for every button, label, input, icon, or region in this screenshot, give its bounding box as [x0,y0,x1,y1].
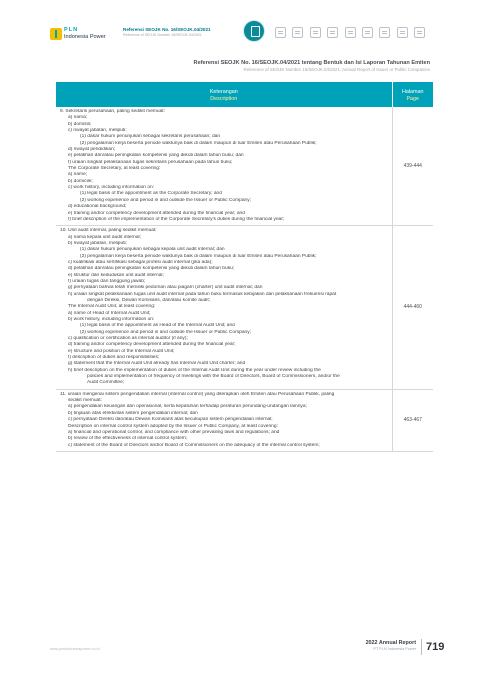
leaf-icon[interactable] [397,27,408,38]
description-line: b) tinjauan atas efektivitas sistem pengendalian internal; dan [68,410,198,416]
report-label [366,640,416,652]
header-reference [123,27,233,38]
table-body [56,107,433,451]
plant-icon[interactable] [414,27,425,38]
description-line: c) kualifikasi atau sertifikasi sebagai profesi audit internal (jika ada); [68,259,213,265]
page-header [0,0,480,56]
report-title: 2022 Annual Report [365,640,416,646]
description-line: sedikit memuat: [68,398,102,404]
description-line: 11. uraian mengenai sistem pengendalian internal (internal control) yang diterapkan oleh Emiten atau Perusahaan Publik, paling [60,391,335,397]
description-line: (1) legal basis of the appointment as Head of the Internal Audit Unit; and [80,323,235,329]
description-line: d) training and/or competency development attended during the financial year; [68,342,236,348]
page-reference-cell[interactable]: 439-444 [392,107,433,226]
description-line: dengan Direksi, Dewan Komisaris, dan/atau komite audit; [87,297,211,303]
tower-icon[interactable] [379,27,390,38]
reference-table [56,82,433,452]
description-line: policies and implementation of frequency of meetings with the Board of Directors, Board of Commissioners, and/or the [87,374,340,380]
description-line: (2) working experience and period in and outside the Issuer or Public Company; [80,197,251,203]
table-row [56,107,433,226]
description-line: (1) dasar hukum penunjukan sebagai kepala unit audit internal; dan [80,247,225,253]
description-line: 10. Unit audit internal, paling sedikit memuat: [60,228,157,234]
mail-icon[interactable] [345,27,356,38]
description-line: c) qualification or certification as internal auditor (if any); [68,336,188,342]
building-icon[interactable] [310,27,321,38]
description-line: a) name of Head of Internal Audit Unit; [68,310,151,316]
description-line: Description on internal control system adopted by the Issuer or Public Company, at least covering: [68,423,278,429]
column-header-page: Halaman Page [392,82,433,107]
description-line: h) brief description on the implementation of duties of the Internal Audit Unit during the year under review including the [68,367,321,373]
description-line: f) brief description of the implementation of the Corporate Secretary's duties during the financial year; [68,216,285,222]
description-line: f) uraian singkat pelaksanaan tugas sekretaris perusahaan pada tahun buku; [68,159,233,165]
description-line: b) riwayat jabatan, meliputi: [68,240,127,246]
description-line: (2) pengalaman kerja beserta periode waktunya baik di dalam maupun di luar Emiten atau Perusahaan Publik; [80,253,317,259]
description-cell [56,389,392,451]
description-line: a) financial and operational control, and compliance with other prevailing laws and regulations; and [68,429,280,435]
column-header-description: Keterangan Description [56,82,392,107]
people-icon[interactable] [292,27,303,38]
description-line: d) riwayat pendidikan; [68,147,116,153]
description-line: d) educational background; [68,204,127,210]
description-line: e) pelatihan dan/atau peningkatan kompetensi yang diikuti dalam tahun buku; dan [68,153,244,159]
description-line: g) pernyataan bahwa telah memiliki pedoman atau piagam (charter) unit audit internal; dan [68,285,263,291]
description-line: (1) dasar hukum penunjukan sebagai sekretaris perusahaan; dan [80,134,221,140]
document-title [194,60,430,73]
description-line: b) domisili; [68,121,92,127]
description-line: f) uraian tugas dan tanggung jawab; [68,278,146,284]
header-reference-id: Referensi SEOJK No. 16/SEOJK.04/2021 [123,27,211,32]
page-reference-cell[interactable]: 444-460 [392,226,433,390]
page-reference-cell[interactable]: 463-467 [392,389,433,451]
description-line: e) struktur dan kedudukan unit audit internal; [68,272,164,278]
logo-brand: PLN [64,27,79,33]
description-line: 9. Sekretaris perusahaan, paling sedikit memuat: [60,109,166,114]
footer-divider [421,639,422,655]
description-line: The Internal Audit Unit, at least covering: [68,304,156,310]
header-reference-en: Reference of SEOJK Number 16/SEOJK.04/2021 [123,33,202,37]
gear-icon[interactable] [362,27,373,38]
description-line: f) description of duties and responsibilities; [68,355,160,361]
description-line: g) statement that the Internal Audit Unit already has Internal Audit Unit charter; and [68,361,246,367]
description-line: a) nama; [68,115,88,121]
description-line: a) pengendalian keuangan dan operasional, serta kepatuhan terhadap peraturan perundang-undangan lainnya; [68,404,307,410]
description-cell [56,107,392,226]
table-row [56,389,433,451]
description-line: c) work history, including information on: [68,185,155,191]
description-line: e) training and/or competency development attended during the financial year; and [68,210,245,216]
description-line: a) name; [68,172,88,178]
description-line: b) work history, including information on: [68,317,155,322]
description-line: Audit Committee; [87,380,125,386]
logo-subtitle: Indonesia Power [64,34,106,40]
description-line: c) riwayat jabatan, meliputi: [68,128,127,134]
factory-icon[interactable] [327,27,338,38]
chapter-navigation [275,27,425,41]
description-line: h) uraian singkat pelaksanaan tugas unit audit internal pada tahun buku termasuk kebijakan dan pelaksanaan frekuensi rapat [68,291,337,297]
description-line: (2) working experience and period in and outside the Issuer or Public Company; [80,329,251,335]
document-icon-active[interactable] [243,20,265,42]
description-line: b) review of the effectiveness of internal control system; [68,436,188,442]
description-line: e) structure and position of the Internal Audit Unit; [68,348,175,354]
report-company: PT PLN Indonesia Power [373,647,416,651]
description-cell [56,226,392,390]
pln-logo-icon [50,28,62,40]
description-line: c) statement of the Board of Directors and/or Board of Commissioners on the adequacy of the internal control system; [68,442,320,448]
description-line: The Corporate Secretary, at least covering: [68,166,161,172]
page-number: 719 [426,641,445,653]
document-title-id: Referensi SEOJK No. 16/SEOJK.04/2021 tentang Bentuk dan Isi Laporan Tahunan Emiten [193,60,430,66]
table-header-row [56,82,433,107]
table-row [56,226,433,390]
description-line: c) pernyataan Direksi dan/atau Dewan Komisaris atas kecukupan sistem pengendalian internal; [68,417,273,423]
document-title-en: Reference of SEOJK Number 16/SEOJK.04/2021: Annual Report of Issuer or Public Companies [243,67,430,72]
description-line: a) nama kepala unit audit internal; [68,234,141,240]
description-line: d) pelatihan dan/atau peningkatan kompetensi yang diikuti dalam tahun buku; [68,266,235,272]
website-url[interactable]: www.plnindonesiapower.co.id [50,647,100,651]
chart-icon[interactable] [275,27,286,38]
company-logo[interactable] [50,27,110,43]
description-line: b) domicile; [68,178,93,184]
description-line: (1) legal basis of the appointment as the Corporate Secretary; and [80,191,222,197]
description-line: (2) pengalaman kerja beserta periode waktunya baik di dalam maupun di luar Emiten atau Perusahaan Publik; [80,140,317,146]
